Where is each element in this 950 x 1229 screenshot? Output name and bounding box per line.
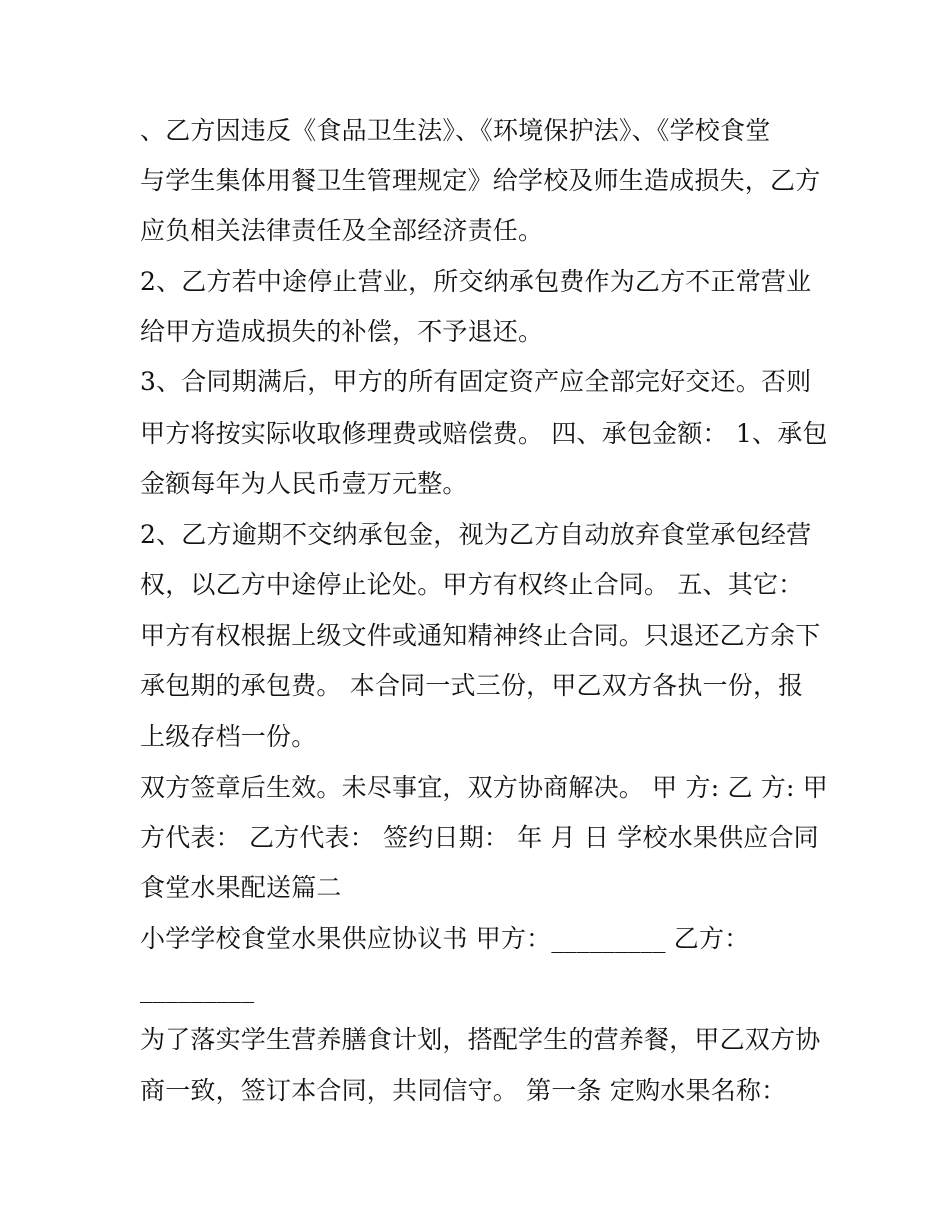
text-line: 甲方将按实际收取修理费或赔偿费。 四、承包金额： 1、承包 xyxy=(140,419,828,448)
text-line: 、乙方因违反《食品卫生法》、《环境保护法》、《学校食堂 xyxy=(140,116,771,145)
text-line: 权，以乙方中途停止论处。甲方有权终止合同。 五、其它： xyxy=(140,570,804,599)
blank-underline: _________ xyxy=(140,974,255,1003)
text-line: 2、乙方逾期不交纳承包金，视为乙方自动放弃食堂承包经营 xyxy=(140,520,812,549)
text-line: 方代表： 乙方代表： 签约日期： 年 月 日 学校水果供应合同 xyxy=(140,823,819,852)
text-line: 为了落实学生营养膳食计划，搭配学生的营养餐，甲乙双方协 xyxy=(140,1025,821,1054)
text-line: 上级存档一份。 xyxy=(140,722,317,751)
text-line: 食堂水果配送篇二 xyxy=(140,873,342,902)
text-line: 金额每年为人民币壹万元整。 xyxy=(140,469,468,498)
text-line: 给甲方造成损失的补偿，不予退还。 xyxy=(140,317,544,346)
text-line: 应负相关法律责任及全部经济责任。 xyxy=(140,216,544,245)
text-line: 承包期的承包费。 本合同一式三份，甲乙双方各执一份，报 xyxy=(140,671,804,700)
text-line: 与学生集体用餐卫生管理规定》给学校及师生造成损失，乙方 xyxy=(140,166,821,195)
text-line: 2、乙方若中途停止营业，所交纳承包费作为乙方不正常营业 xyxy=(140,267,812,296)
text-line: 双方签章后生效。未尽事宜，双方协商解决。 甲 方: 乙 方: 甲 xyxy=(140,773,828,802)
text-line: 3、合同期满后，甲方的所有固定资产应全部完好交还。否则 xyxy=(140,367,812,396)
text-line: 甲方有权根据上级文件或通知精神终止合同。只退还乙方余下 xyxy=(140,621,821,650)
text-line: 小学学校食堂水果供应协议书 甲方：_________ 乙方： xyxy=(140,924,750,953)
text-line: 商一致，签订本合同，共同信守。 第一条 定购水果名称： xyxy=(140,1076,787,1105)
